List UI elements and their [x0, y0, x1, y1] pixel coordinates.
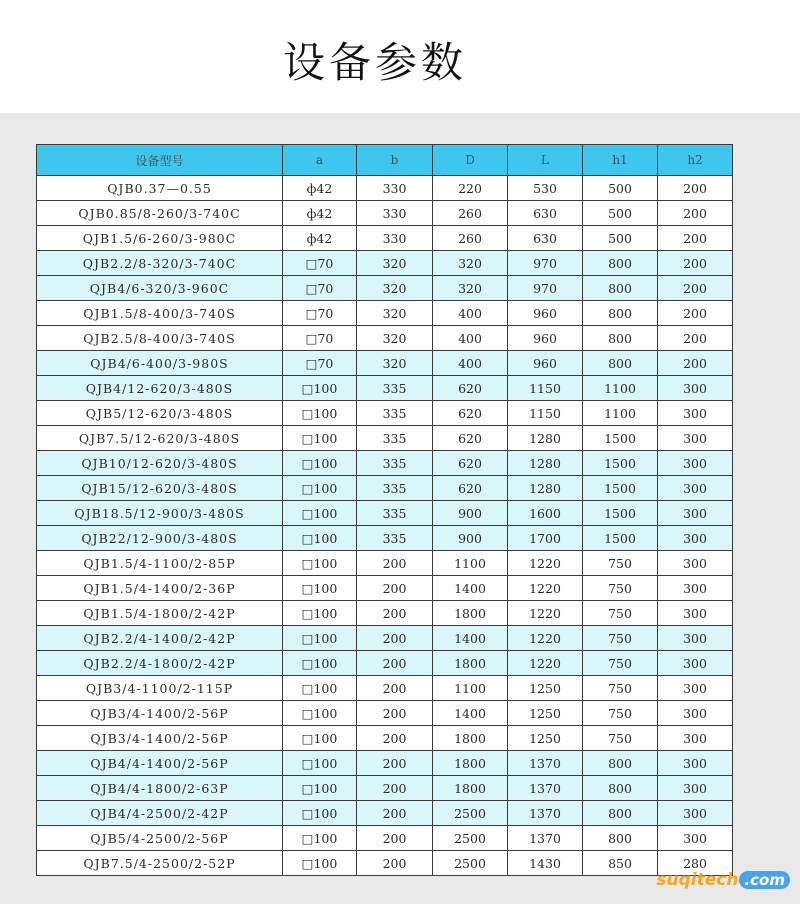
cell-l: 970	[508, 276, 583, 301]
cell-b: 200	[357, 651, 433, 676]
cell-a: □100	[283, 451, 357, 476]
cell-h2: 200	[658, 176, 733, 201]
watermark-suffix: .com	[739, 871, 790, 889]
cell-b: 335	[357, 526, 433, 551]
cell-model: QJB4/4-1400/2-56P	[37, 751, 283, 776]
cell-h1: 800	[583, 251, 658, 276]
cell-a: □100	[283, 701, 357, 726]
cell-a: ф42	[283, 226, 357, 251]
cell-b: 335	[357, 376, 433, 401]
cell-h1: 800	[583, 801, 658, 826]
cell-model: QJB18.5/12-900/3-480S	[37, 501, 283, 526]
cell-a: □70	[283, 251, 357, 276]
cell-l: 970	[508, 251, 583, 276]
cell-h2: 300	[658, 776, 733, 801]
cell-h1: 800	[583, 276, 658, 301]
cell-h1: 750	[583, 626, 658, 651]
cell-h2: 300	[658, 726, 733, 751]
cell-d: 900	[433, 501, 508, 526]
cell-b: 330	[357, 176, 433, 201]
cell-l: 530	[508, 176, 583, 201]
cell-b: 200	[357, 626, 433, 651]
table-row	[37, 426, 733, 451]
cell-d: 1400	[433, 576, 508, 601]
table-row	[37, 451, 733, 476]
cell-a: □100	[283, 776, 357, 801]
cell-h1: 1500	[583, 526, 658, 551]
cell-h2: 300	[658, 826, 733, 851]
cell-h1: 1500	[583, 476, 658, 501]
cell-l: 1150	[508, 401, 583, 426]
cell-d: 900	[433, 526, 508, 551]
cell-h2: 200	[658, 251, 733, 276]
cell-a: □100	[283, 476, 357, 501]
cell-model: QJB1.5/4-1800/2-42P	[37, 601, 283, 626]
cell-b: 335	[357, 426, 433, 451]
cell-d: 320	[433, 251, 508, 276]
table-row	[37, 601, 733, 626]
cell-d: 260	[433, 201, 508, 226]
cell-model: QJB1.5/6-260/3-980C	[37, 226, 283, 251]
table-row	[37, 701, 733, 726]
table-row	[37, 326, 733, 351]
cell-h2: 300	[658, 701, 733, 726]
table-row	[37, 651, 733, 676]
table-row	[37, 376, 733, 401]
header-h1: h1	[583, 145, 658, 176]
table-header-row	[37, 145, 733, 176]
table-row	[37, 401, 733, 426]
cell-model: QJB2.2/8-320/3-740C	[37, 251, 283, 276]
table-row	[37, 776, 733, 801]
cell-h1: 750	[583, 576, 658, 601]
cell-h2: 300	[658, 401, 733, 426]
header-a: a	[283, 145, 357, 176]
cell-h2: 200	[658, 201, 733, 226]
cell-h1: 750	[583, 651, 658, 676]
cell-b: 200	[357, 551, 433, 576]
watermark-logo	[656, 870, 790, 890]
cell-h2: 300	[658, 576, 733, 601]
cell-d: 1800	[433, 751, 508, 776]
cell-h1: 800	[583, 351, 658, 376]
table-row	[37, 476, 733, 501]
header-b: b	[357, 145, 433, 176]
cell-l: 960	[508, 326, 583, 351]
header-h2: h2	[658, 145, 733, 176]
cell-l: 1250	[508, 701, 583, 726]
cell-model: QJB5/12-620/3-480S	[37, 401, 283, 426]
cell-a: □100	[283, 676, 357, 701]
table-row	[37, 751, 733, 776]
cell-h1: 750	[583, 601, 658, 626]
cell-h2: 300	[658, 451, 733, 476]
spec-table	[36, 144, 733, 876]
cell-d: 1800	[433, 651, 508, 676]
cell-a: □100	[283, 401, 357, 426]
cell-model: QJB1.5/4-1400/2-36P	[37, 576, 283, 601]
cell-a: □100	[283, 601, 357, 626]
cell-d: 260	[433, 226, 508, 251]
table-row	[37, 526, 733, 551]
cell-a: □100	[283, 826, 357, 851]
cell-d: 1100	[433, 551, 508, 576]
cell-b: 200	[357, 801, 433, 826]
cell-h2: 200	[658, 326, 733, 351]
cell-model: QJB5/4-2500/2-56P	[37, 826, 283, 851]
cell-b: 200	[357, 851, 433, 876]
watermark-text: suqitech	[656, 870, 739, 890]
cell-model: QJB1.5/8-400/3-740S	[37, 301, 283, 326]
cell-d: 400	[433, 301, 508, 326]
cell-model: QJB15/12-620/3-480S	[37, 476, 283, 501]
cell-l: 1700	[508, 526, 583, 551]
table-row	[37, 676, 733, 701]
cell-h1: 1500	[583, 426, 658, 451]
table-body	[37, 176, 733, 876]
cell-h1: 800	[583, 751, 658, 776]
cell-h2: 200	[658, 276, 733, 301]
cell-b: 335	[357, 451, 433, 476]
cell-b: 320	[357, 301, 433, 326]
cell-model: QJB0.37—0.55	[37, 176, 283, 201]
cell-model: QJB7.5/4-2500/2-52P	[37, 851, 283, 876]
cell-l: 1220	[508, 576, 583, 601]
cell-h1: 750	[583, 726, 658, 751]
cell-h2: 300	[658, 676, 733, 701]
table-row	[37, 301, 733, 326]
cell-h2: 200	[658, 301, 733, 326]
cell-l: 1250	[508, 726, 583, 751]
cell-l: 1280	[508, 451, 583, 476]
cell-b: 335	[357, 501, 433, 526]
cell-h1: 500	[583, 201, 658, 226]
cell-l: 1220	[508, 651, 583, 676]
cell-b: 320	[357, 351, 433, 376]
cell-h1: 800	[583, 326, 658, 351]
table-row	[37, 576, 733, 601]
cell-d: 620	[433, 476, 508, 501]
cell-model: QJB3/4-1400/2-56P	[37, 701, 283, 726]
cell-d: 620	[433, 426, 508, 451]
cell-l: 630	[508, 226, 583, 251]
cell-d: 1100	[433, 676, 508, 701]
cell-model: QJB3/4-1400/2-56P	[37, 726, 283, 751]
cell-model: QJB2.5/8-400/3-740S	[37, 326, 283, 351]
cell-a: □100	[283, 651, 357, 676]
table-row	[37, 351, 733, 376]
cell-a: □100	[283, 576, 357, 601]
title-band	[0, 0, 800, 113]
cell-model: QJB2.2/4-1400/2-42P	[37, 626, 283, 651]
cell-model: QJB4/6-400/3-980S	[37, 351, 283, 376]
cell-a: □100	[283, 801, 357, 826]
cell-model: QJB1.5/4-1100/2-85P	[37, 551, 283, 576]
cell-d: 1800	[433, 726, 508, 751]
cell-d: 1400	[433, 626, 508, 651]
cell-h2: 300	[658, 801, 733, 826]
cell-a: □70	[283, 276, 357, 301]
cell-a: □70	[283, 301, 357, 326]
cell-h1: 1500	[583, 451, 658, 476]
cell-b: 200	[357, 751, 433, 776]
cell-b: 330	[357, 201, 433, 226]
cell-h2: 300	[658, 751, 733, 776]
cell-b: 335	[357, 476, 433, 501]
cell-b: 335	[357, 401, 433, 426]
cell-b: 320	[357, 276, 433, 301]
cell-h2: 300	[658, 651, 733, 676]
cell-b: 330	[357, 226, 433, 251]
cell-l: 1280	[508, 426, 583, 451]
cell-h1: 800	[583, 301, 658, 326]
cell-h2: 300	[658, 601, 733, 626]
table-row	[37, 251, 733, 276]
cell-model: QJB4/6-320/3-960C	[37, 276, 283, 301]
cell-model: QJB3/4-1100/2-115P	[37, 676, 283, 701]
cell-d: 2500	[433, 801, 508, 826]
cell-d: 2500	[433, 851, 508, 876]
cell-h2: 300	[658, 426, 733, 451]
cell-h2: 300	[658, 501, 733, 526]
cell-a: □100	[283, 501, 357, 526]
cell-l: 1220	[508, 601, 583, 626]
table-row	[37, 851, 733, 876]
cell-d: 2500	[433, 826, 508, 851]
table-row	[37, 801, 733, 826]
cell-h1: 750	[583, 676, 658, 701]
cell-d: 400	[433, 326, 508, 351]
cell-h2: 280	[658, 851, 733, 876]
cell-a: □100	[283, 851, 357, 876]
cell-h2: 300	[658, 551, 733, 576]
header-l: L	[508, 145, 583, 176]
cell-a: □100	[283, 751, 357, 776]
cell-h1: 800	[583, 776, 658, 801]
table-row	[37, 226, 733, 251]
cell-a: □70	[283, 326, 357, 351]
cell-h1: 1100	[583, 376, 658, 401]
cell-a: □100	[283, 626, 357, 651]
cell-a: ф42	[283, 201, 357, 226]
cell-l: 630	[508, 201, 583, 226]
header-model: 设备型号	[37, 145, 283, 176]
cell-model: QJB22/12-900/3-480S	[37, 526, 283, 551]
cell-model: QJB10/12-620/3-480S	[37, 451, 283, 476]
cell-b: 200	[357, 676, 433, 701]
cell-model: QJB4/4-1800/2-63P	[37, 776, 283, 801]
cell-l: 1370	[508, 801, 583, 826]
cell-d: 1400	[433, 701, 508, 726]
cell-b: 320	[357, 251, 433, 276]
cell-h2: 200	[658, 226, 733, 251]
header-d: D	[433, 145, 508, 176]
cell-model: QJB4/4-2500/2-42P	[37, 801, 283, 826]
cell-h1: 850	[583, 851, 658, 876]
cell-b: 200	[357, 601, 433, 626]
cell-h2: 300	[658, 376, 733, 401]
cell-h2: 300	[658, 626, 733, 651]
table-row	[37, 176, 733, 201]
cell-h2: 300	[658, 526, 733, 551]
cell-h2: 200	[658, 351, 733, 376]
cell-b: 200	[357, 576, 433, 601]
cell-a: □100	[283, 526, 357, 551]
cell-b: 200	[357, 726, 433, 751]
cell-l: 960	[508, 351, 583, 376]
cell-d: 320	[433, 276, 508, 301]
cell-b: 320	[357, 326, 433, 351]
cell-h1: 500	[583, 226, 658, 251]
cell-l: 1280	[508, 476, 583, 501]
cell-h1: 800	[583, 826, 658, 851]
page-title: 设备参数	[282, 38, 467, 87]
table-row	[37, 626, 733, 651]
cell-l: 1430	[508, 851, 583, 876]
cell-l: 1150	[508, 376, 583, 401]
cell-d: 620	[433, 451, 508, 476]
cell-l: 1220	[508, 551, 583, 576]
cell-l: 1370	[508, 826, 583, 851]
cell-a: □100	[283, 551, 357, 576]
cell-d: 400	[433, 351, 508, 376]
cell-d: 620	[433, 376, 508, 401]
cell-a: □100	[283, 426, 357, 451]
cell-model: QJB2.2/4-1800/2-42P	[37, 651, 283, 676]
cell-model: QJB0.85/8-260/3-740C	[37, 201, 283, 226]
table-row	[37, 551, 733, 576]
cell-a: □70	[283, 351, 357, 376]
cell-l: 960	[508, 301, 583, 326]
table-row	[37, 501, 733, 526]
cell-a: ф42	[283, 176, 357, 201]
table-row	[37, 726, 733, 751]
cell-h1: 500	[583, 176, 658, 201]
cell-l: 1370	[508, 751, 583, 776]
cell-model: QJB7.5/12-620/3-480S	[37, 426, 283, 451]
cell-d: 620	[433, 401, 508, 426]
cell-h1: 1500	[583, 501, 658, 526]
cell-l: 1370	[508, 776, 583, 801]
cell-a: □100	[283, 726, 357, 751]
cell-l: 1250	[508, 676, 583, 701]
cell-h1: 750	[583, 551, 658, 576]
cell-d: 1800	[433, 601, 508, 626]
cell-a: □100	[283, 376, 357, 401]
table-row	[37, 276, 733, 301]
cell-l: 1220	[508, 626, 583, 651]
table-row	[37, 826, 733, 851]
cell-b: 200	[357, 776, 433, 801]
cell-h1: 750	[583, 701, 658, 726]
cell-d: 1800	[433, 776, 508, 801]
cell-h2: 300	[658, 476, 733, 501]
cell-b: 200	[357, 701, 433, 726]
cell-d: 220	[433, 176, 508, 201]
table-row	[37, 201, 733, 226]
cell-model: QJB4/12-620/3-480S	[37, 376, 283, 401]
cell-h1: 1100	[583, 401, 658, 426]
cell-b: 200	[357, 826, 433, 851]
cell-l: 1600	[508, 501, 583, 526]
